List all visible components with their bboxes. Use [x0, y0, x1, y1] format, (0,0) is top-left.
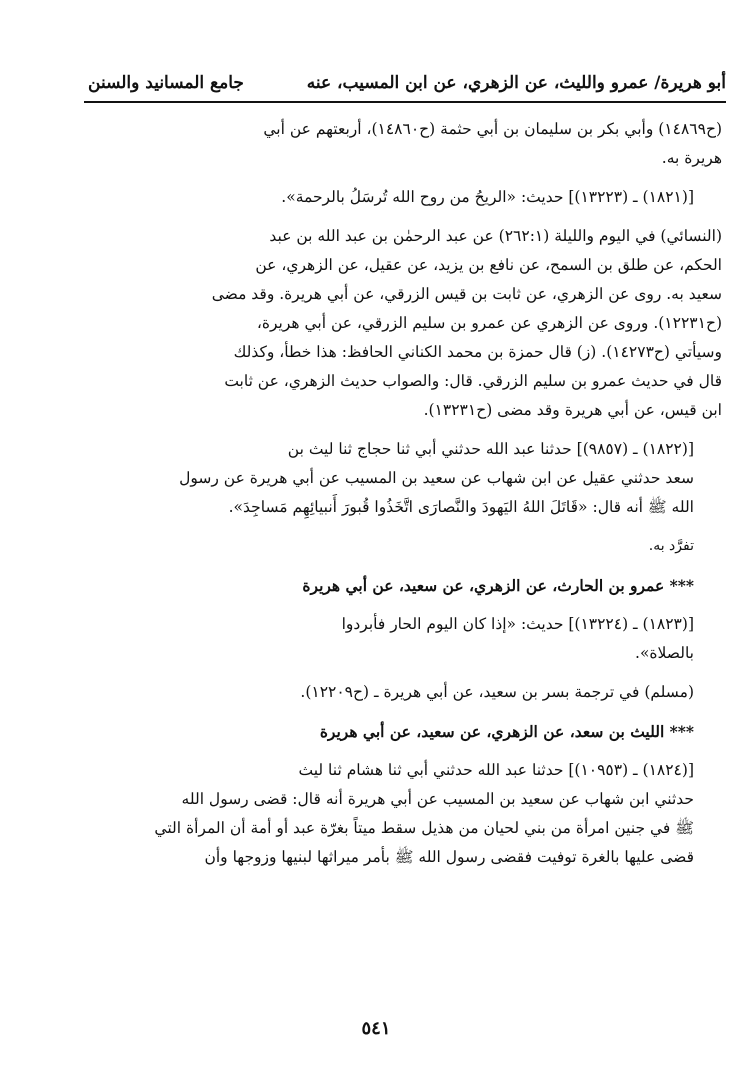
text-line: [(١٨٢٤) ـ (١٠٩٥٣)] حدثنا عبد الله حدثني أبي ثنا هشام ثنا ليث	[298, 761, 694, 779]
text-line: [(١٨٢٢) ـ (٩٨٥٧)] حدثنا عبد الله حدثني أبي ثنا حجاج ثنا ليث بن	[287, 440, 694, 458]
hadith-entry	[94, 183, 722, 212]
text-line: بالصلاة».	[635, 644, 694, 662]
paragraph	[94, 115, 722, 173]
text-line: الله ﷺ أنه قال: «قَاتَلَ اللهُ اليَهودَ والنَّصارَى اتَّخَذُوا قُبورَ أَنبيائِهِم مَساجِدَ».	[228, 498, 694, 516]
text-line: *** عمرو بن الحارث، عن الزهري، عن سعيد، عن أبي هريرة	[302, 576, 694, 595]
running-header	[88, 68, 726, 98]
header-title: أبو هريرة/ عمرو والليث، عن الزهري، عن ابن المسيب، عنه	[306, 73, 726, 93]
text-line: الحكم، عن طلق بن السمح، عن نافع بن يزيد، عن عقيل، عن الزهري، عن	[255, 256, 722, 274]
hadith-entry	[94, 756, 722, 872]
text-line: حدثني ابن شهاب عن سعيد بن المسيب عن أبي هريرة أنه قال: قضى رسول الله	[181, 790, 694, 808]
text-line: (النسائي) في اليوم والليلة (٢٦٢:١) عن عبد الرحمٰن بن عبد الله بن عبد	[269, 227, 722, 245]
hadith-entry	[94, 610, 722, 668]
text-line: سعيد به. روى عن الزهري، عن ثابت بن قيس الزرقي، عن أبي هريرة. وقد مضى	[211, 285, 722, 303]
book-title: جامع المسانيد والسنن	[88, 73, 244, 93]
text-line: (ح١٢٢٣١). وروى عن الزهري عن عمرو بن سليم الزرقي، عن أبي هريرة،	[256, 314, 722, 332]
text-line: [(١٨٢٣) ـ (١٣٢٢٤)] حديث: «إذا كان اليوم الحار فأبردوا	[341, 615, 694, 633]
text-line: تفرَّد به.	[648, 538, 694, 554]
hadith-entry	[94, 435, 722, 522]
paragraph	[94, 678, 722, 707]
text-line: هريرة به.	[661, 149, 722, 167]
text-line: ابن قيس، عن أبي هريرة وقد مضى (ح١٣٢٣١).	[423, 401, 722, 419]
text-line: سعد حدثني عقيل عن ابن شهاب عن سعيد بن المسيب عن أبي هريرة عن رسول	[179, 469, 694, 487]
text-line: (ح١٤٨٦٩) وأبي بكر بن سليمان بن أبي حثمة (ح١٤٨٦٠)، أربعتهم عن أبي	[263, 120, 722, 138]
page-body	[94, 115, 722, 872]
text-line: قضى عليها بالغرة توفيت فقضى رسول الله ﷺ بأمر ميراثها لبنيها وزوجها وأن	[204, 848, 694, 866]
note	[94, 532, 722, 561]
text-line: *** الليث بن سعد، عن الزهري، عن سعيد، عن أبي هريرة	[319, 722, 694, 741]
text-line: ﷺ في جنين امرأة من بني لحيان من هذيل سقط ميتاً بغرّة عبد أو أمة أن المرأة التي	[154, 819, 694, 837]
chain-heading	[94, 571, 722, 600]
text-line: [(١٨٢١) ـ (١٣٢٢٣)] حديث: «الريحُ من روح الله تُرسَلُ بالرحمة».	[281, 188, 694, 206]
text-line: (مسلم) في ترجمة بسر بن سعيد، عن أبي هريرة ـ (ح١٢٢٠٩).	[300, 683, 694, 701]
chain-heading	[94, 717, 722, 746]
paragraph	[94, 222, 722, 425]
text-line: قال في حديث عمرو بن سليم الزرقي. قال: والصواب حديث الزهري، عن ثابت	[224, 372, 722, 390]
page-number: ٥٤١	[361, 1018, 391, 1039]
header-rule	[84, 101, 726, 103]
text-line: وسيأتي (ح١٤٢٧٣). (ز) قال حمزة بن محمد الكناني الحافظ: هذا خطأ، وكذلك	[233, 343, 722, 361]
